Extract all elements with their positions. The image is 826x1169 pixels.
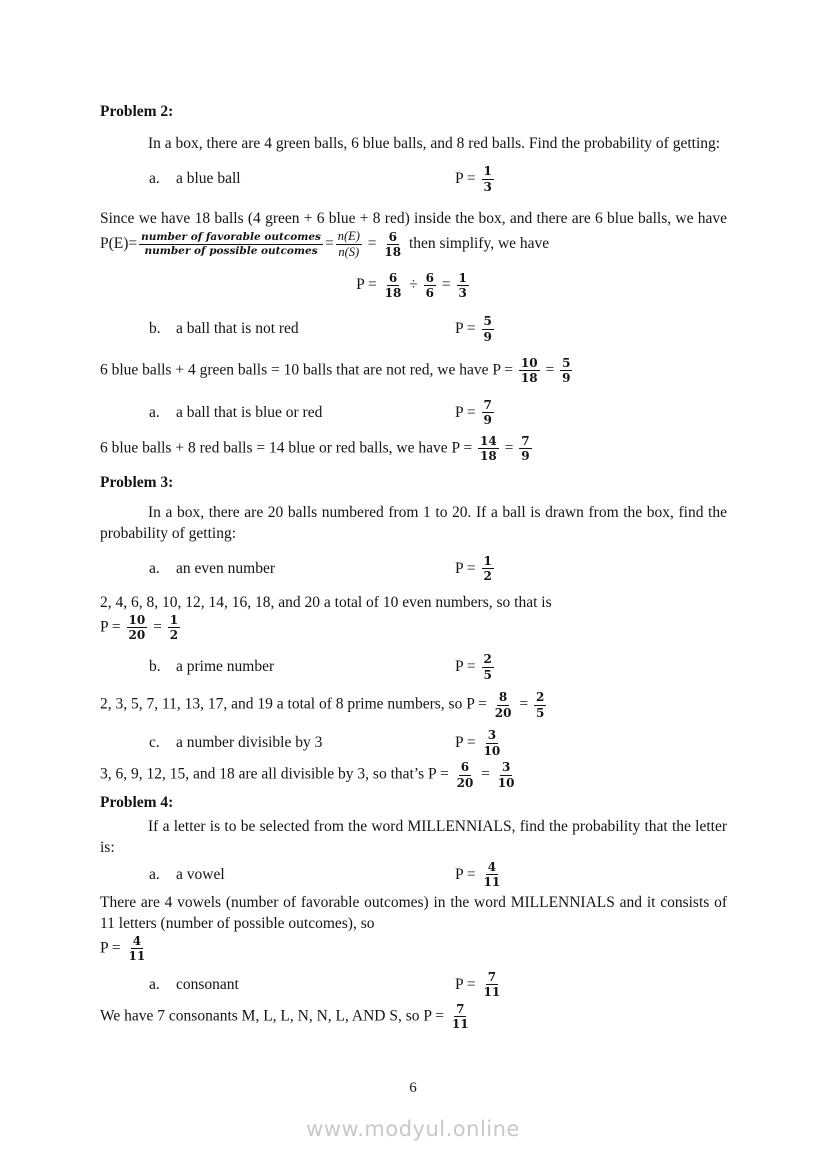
list-item-4a xyxy=(100,858,727,892)
text-run: There are 4 vowels (number of favorable outcomes) in the word MILLENNIALS and it consists of 11 letters (number of possible outcomes), so xyxy=(100,893,727,932)
fraction xyxy=(478,434,499,464)
item-label: b. xyxy=(149,658,161,676)
fraction xyxy=(493,690,514,720)
fraction-numerator: 7 xyxy=(456,1001,465,1016)
fraction xyxy=(139,231,323,258)
fraction xyxy=(450,1002,471,1032)
fraction-denominator: number of possible outcomes xyxy=(144,245,318,257)
text-run: P = xyxy=(100,618,125,636)
fraction xyxy=(496,760,517,790)
fraction-numerator: 1 xyxy=(483,164,492,179)
fraction-denominator: 11 xyxy=(128,949,146,964)
text-run: then simplify, we have xyxy=(405,235,550,253)
fraction-denominator: 20 xyxy=(128,627,146,642)
fraction-numerator: 7 xyxy=(487,969,497,984)
fraction-numerator: 6 xyxy=(425,270,434,285)
fraction xyxy=(482,164,494,194)
watermark: www.modyul.online xyxy=(306,1117,520,1141)
fraction-denominator: 9 xyxy=(483,413,492,428)
text-run: = xyxy=(500,439,518,457)
explanation-2c xyxy=(100,434,727,464)
item-text: a ball that is not red xyxy=(176,320,299,337)
fraction-denominator: 18 xyxy=(384,285,402,300)
fraction-numerator: 3 xyxy=(501,760,511,775)
fraction-denominator: 6 xyxy=(425,285,434,300)
explanation-4a xyxy=(100,892,727,964)
item-answer xyxy=(455,968,504,1002)
fraction-numerator: 5 xyxy=(562,356,571,370)
fraction xyxy=(455,760,476,790)
item-answer xyxy=(455,312,496,346)
fraction xyxy=(519,434,531,464)
list-item-2c xyxy=(100,396,727,430)
text-run: ÷ xyxy=(405,276,422,293)
fraction-numerator: 10 xyxy=(520,356,538,370)
item-label: a. xyxy=(149,975,160,993)
fraction-denominator: 2 xyxy=(483,569,492,584)
text-run: 2, 3, 5, 7, 11, 13, 17, and 19 a total of 8 prime numbers, so P = xyxy=(100,695,491,713)
text-run: P = xyxy=(455,865,480,883)
item-text: a blue ball xyxy=(176,170,241,187)
fraction xyxy=(336,229,362,260)
fraction xyxy=(482,728,503,758)
fraction-denominator: 3 xyxy=(483,179,492,194)
fraction xyxy=(482,860,503,890)
fraction-numerator: 1 xyxy=(458,270,467,285)
item-label: b. xyxy=(149,320,161,337)
item-label: a. xyxy=(149,403,160,421)
page-content xyxy=(100,103,727,1031)
fraction-numerator: 8 xyxy=(498,690,508,705)
fraction-numerator: 4 xyxy=(487,860,497,875)
text-run: = xyxy=(541,361,559,379)
fraction-denominator: 11 xyxy=(483,985,501,1000)
fraction xyxy=(424,271,436,301)
fraction-numerator: 4 xyxy=(132,933,142,948)
item-text: an even number xyxy=(176,559,275,577)
text-run: We have 7 consonants M, L, L, N, N, L, AND S, so P = xyxy=(100,1007,448,1025)
item-label: c. xyxy=(149,734,160,752)
fraction-denominator: 10 xyxy=(483,743,501,758)
list-item-2a xyxy=(100,162,727,196)
fraction xyxy=(382,230,403,260)
explanation-3c xyxy=(100,760,727,790)
item-answer xyxy=(455,162,496,196)
fraction xyxy=(383,271,404,301)
text-run: 3, 6, 9, 12, 15, and 18 are all divisible by 3, so that’s P = xyxy=(100,765,453,783)
list-item-2b xyxy=(100,312,727,346)
fraction-denominator: 11 xyxy=(451,1017,469,1032)
fraction-numerator: 6 xyxy=(460,760,470,775)
fraction-denominator: 10 xyxy=(497,775,515,790)
explanation-3a xyxy=(100,592,727,643)
page-number: 6 xyxy=(409,1080,417,1096)
list-item-4b xyxy=(100,968,727,1002)
text-run: P = xyxy=(100,939,125,957)
text-run: = xyxy=(363,235,381,253)
fraction-numerator: 6 xyxy=(388,229,397,244)
text-run: = xyxy=(438,276,455,293)
problem-4-intro: If a letter is to be selected from the word MILLENNIALS, find the probability that the letter is: xyxy=(100,817,727,856)
text-run: Since we have 18 balls (4 green + 6 blue + 8 red) inside the box, and there are 6 blue balls, we have P(E)= xyxy=(100,210,727,253)
text-run: = xyxy=(324,235,334,253)
fraction-numerator: 7 xyxy=(483,397,492,412)
fraction-numerator: 3 xyxy=(487,728,497,743)
item-text: consonant xyxy=(176,975,239,993)
text-run: P = xyxy=(455,658,480,676)
item-answer xyxy=(455,396,496,430)
list-item-3b xyxy=(100,650,727,684)
fraction xyxy=(519,356,540,386)
text-run: P = xyxy=(455,559,480,577)
text-run: 6 blue balls + 8 red balls = 14 blue or red balls, we have P = xyxy=(100,439,477,457)
fraction xyxy=(127,934,148,964)
fraction-denominator: 9 xyxy=(562,371,571,386)
text-run: P = xyxy=(455,734,480,752)
text-run: P = xyxy=(455,403,480,421)
item-text: a prime number xyxy=(176,658,275,676)
fraction-numerator: 1 xyxy=(483,553,492,568)
fraction-denominator: 11 xyxy=(483,875,501,890)
item-answer xyxy=(455,552,496,586)
text-run: = xyxy=(515,695,532,713)
text-run: = xyxy=(149,618,166,636)
item-answer xyxy=(455,726,504,760)
problem-3-heading: Problem 3: xyxy=(100,473,174,491)
fraction-numerator: 7 xyxy=(521,433,530,448)
fraction-denominator: 18 xyxy=(480,449,497,464)
item-text: a vowel xyxy=(176,865,225,883)
problem-2-intro: In a box, there are 4 green balls, 6 blue balls, and 8 red balls. Find the probability of getting: xyxy=(148,135,721,152)
explanation-3b xyxy=(100,690,727,720)
text-run: = xyxy=(477,765,494,783)
fraction xyxy=(482,652,494,682)
fraction xyxy=(482,554,494,584)
fraction-denominator: 9 xyxy=(521,449,530,464)
item-text: a number divisible by 3 xyxy=(176,734,323,752)
fraction-numerator: 10 xyxy=(128,612,146,627)
item-label: a. xyxy=(149,865,160,883)
item-label: a. xyxy=(149,170,160,187)
fraction-numerator: n(E) xyxy=(337,229,360,243)
fraction-denominator: 20 xyxy=(456,775,474,790)
fraction-denominator: n(S) xyxy=(338,245,360,259)
fraction xyxy=(127,613,148,643)
fraction-denominator: 5 xyxy=(535,705,545,720)
fraction xyxy=(560,356,572,386)
item-text: a ball that is blue or red xyxy=(176,403,323,421)
fraction-numerator: 6 xyxy=(388,270,398,285)
text-run: 6 blue balls + 4 green balls = 10 balls that are not red, we have P = xyxy=(100,361,517,379)
item-answer xyxy=(455,650,496,684)
fraction xyxy=(482,314,494,344)
equation-2a xyxy=(100,268,727,302)
fraction-numerator: 14 xyxy=(480,433,497,448)
fraction-numerator: number of favorable outcomes xyxy=(139,231,323,245)
problem-3-intro: In a box, there are 20 balls numbered from 1 to 20. If a ball is drawn from the box, find the probability of getting: xyxy=(100,503,727,542)
fraction-denominator: 5 xyxy=(483,667,492,682)
fraction-denominator: 20 xyxy=(494,705,512,720)
text-run: 2, 4, 6, 8, 10, 12, 14, 16, 18, and 20 a total of 10 even numbers, so that is xyxy=(100,593,552,611)
fraction-denominator: 18 xyxy=(520,371,538,386)
fraction xyxy=(168,613,180,643)
list-item-3a xyxy=(100,552,727,586)
fraction xyxy=(482,970,503,1000)
fraction-denominator: 2 xyxy=(169,627,179,642)
explanation-2a xyxy=(100,208,727,260)
fraction-denominator: 3 xyxy=(458,285,467,300)
problem-4-heading: Problem 4: xyxy=(100,793,174,811)
item-label: a. xyxy=(149,559,160,577)
fraction-denominator: 18 xyxy=(384,245,402,259)
text-run: P = xyxy=(356,276,381,293)
text-run: P = xyxy=(455,170,480,187)
text-run: P = xyxy=(455,320,480,337)
fraction xyxy=(457,271,469,301)
fraction-numerator: 1 xyxy=(169,612,179,627)
problem-2-heading: Problem 2: xyxy=(100,103,174,120)
fraction-numerator: 2 xyxy=(535,690,545,705)
explanation-2b xyxy=(100,356,727,386)
fraction xyxy=(482,398,494,428)
text-run: P = xyxy=(455,975,480,993)
list-item-3c xyxy=(100,726,727,760)
item-answer xyxy=(455,858,504,892)
fraction-numerator: 5 xyxy=(483,314,492,329)
fraction xyxy=(534,690,546,720)
fraction-numerator: 2 xyxy=(483,652,492,667)
fraction-denominator: 9 xyxy=(483,329,492,344)
explanation-4b xyxy=(100,1002,727,1032)
